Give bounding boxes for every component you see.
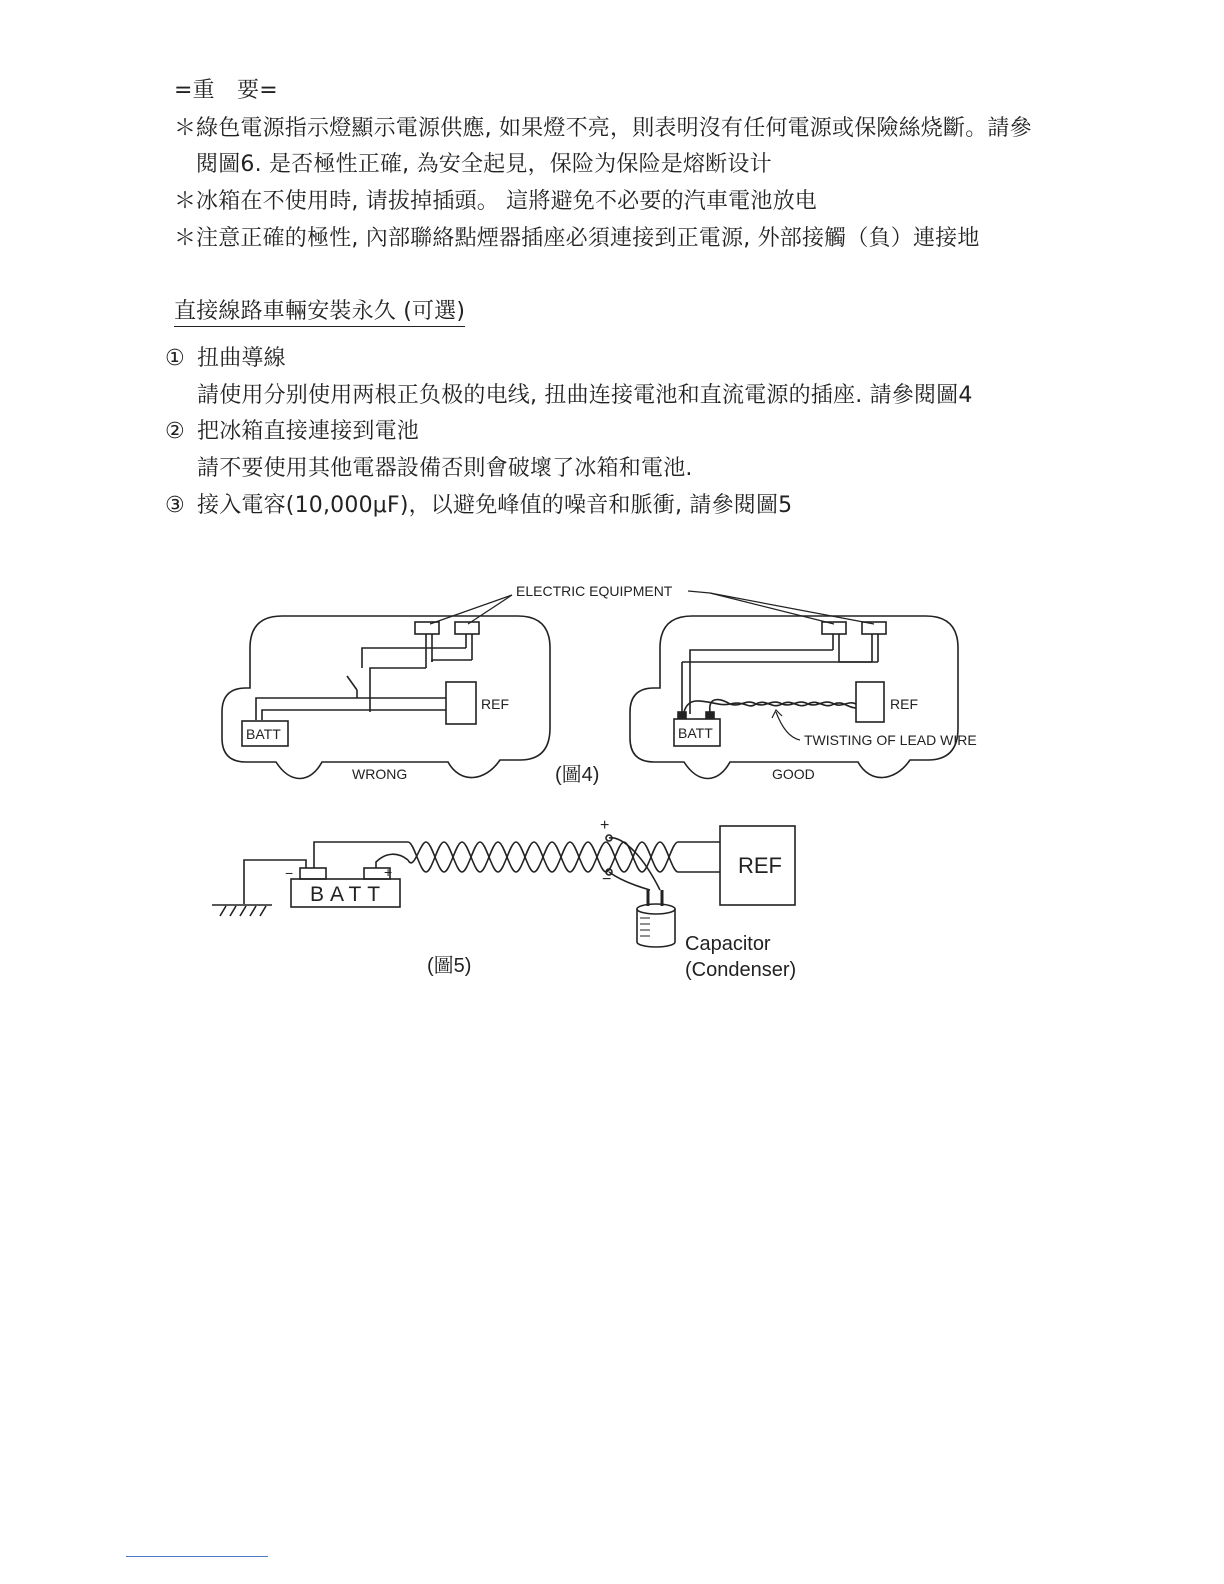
electric-equipment-box <box>415 622 439 634</box>
condenser-label: (Condenser) <box>685 959 797 981</box>
batt-label: BATT <box>678 725 713 741</box>
step-number: ③ <box>165 493 185 518</box>
good-label: GOOD <box>772 766 815 782</box>
bullet-asterisk: ＊ <box>174 226 197 251</box>
bullet-asterisk: ＊ <box>174 116 197 141</box>
step-title: 扭曲導線 <box>197 346 286 371</box>
batt-label: BATT <box>310 883 387 906</box>
figure4-good <box>630 616 977 782</box>
bullet-asterisk: ＊ <box>174 189 197 214</box>
figure5-caption: (圖5) <box>427 955 472 977</box>
important-item: ＊冰箱在不使用時, 请拔掉插頭。 這將避免不必要的汽車電池放电 <box>174 184 817 215</box>
figure4-wrong <box>222 616 550 782</box>
figure5 <box>212 817 796 981</box>
important-item-continued: 閱圖6. 是否極性正確, 為安全起見，保险为保险是熔断设计 <box>196 152 772 177</box>
ref-box <box>446 682 476 724</box>
minus-sign: − <box>602 871 612 888</box>
capacitor-label: Capacitor <box>685 933 771 955</box>
important-item: ＊注意正確的極性, 內部聯絡點煙器插座必須連接到正電源, 外部接觸（負）連接地 <box>174 221 980 252</box>
ref-label: REF <box>738 853 782 878</box>
footer-rule <box>126 1556 268 1557</box>
minus-sign: − <box>285 865 294 881</box>
ref-label: REF <box>481 696 509 712</box>
battery-terminal <box>300 868 326 879</box>
electric-equipment-label: ELECTRIC EQUIPMENT <box>516 583 673 599</box>
plus-sign: + <box>384 864 393 880</box>
section-heading: 直接線路車輛安裝永久 (可選) <box>174 294 465 325</box>
batt-label: BATT <box>246 726 281 742</box>
important-item: ＊綠色電源指示燈顯示電源供應, 如果燈不亮，則表明沒有任何電源或保險絲烧斷。請參 <box>174 111 1032 142</box>
figure4-caption: (圖4) <box>555 764 600 786</box>
electric-equipment-box <box>455 622 479 634</box>
step-number: ① <box>165 346 185 371</box>
step-title: 把冰箱直接連接到電池 <box>197 419 420 444</box>
twisting-label: TWISTING OF LEAD WIRE <box>804 732 977 748</box>
step-1-detail: 請使用分别使用两根正负极的电线, 扭曲连接電池和直流電源的插座. 請參閱圖4 <box>197 383 973 408</box>
important-title: =重 要= <box>174 78 278 103</box>
ref-label: REF <box>890 696 918 712</box>
plus-sign: + <box>600 817 610 834</box>
ref-box <box>856 682 884 722</box>
step-title: 接入電容(10,000μF)，以避免峰值的噪音和脈衝, 請參閱圖5 <box>197 493 793 518</box>
capacitor-icon <box>637 890 675 947</box>
wrong-label: WRONG <box>352 766 408 782</box>
switch-symbol <box>347 676 357 690</box>
step-2-detail: 請不要使用其他電器設備否則會破壞了冰箱和電池. <box>197 456 693 481</box>
step-number: ② <box>165 419 185 444</box>
twisted-lead-wire <box>710 700 856 712</box>
